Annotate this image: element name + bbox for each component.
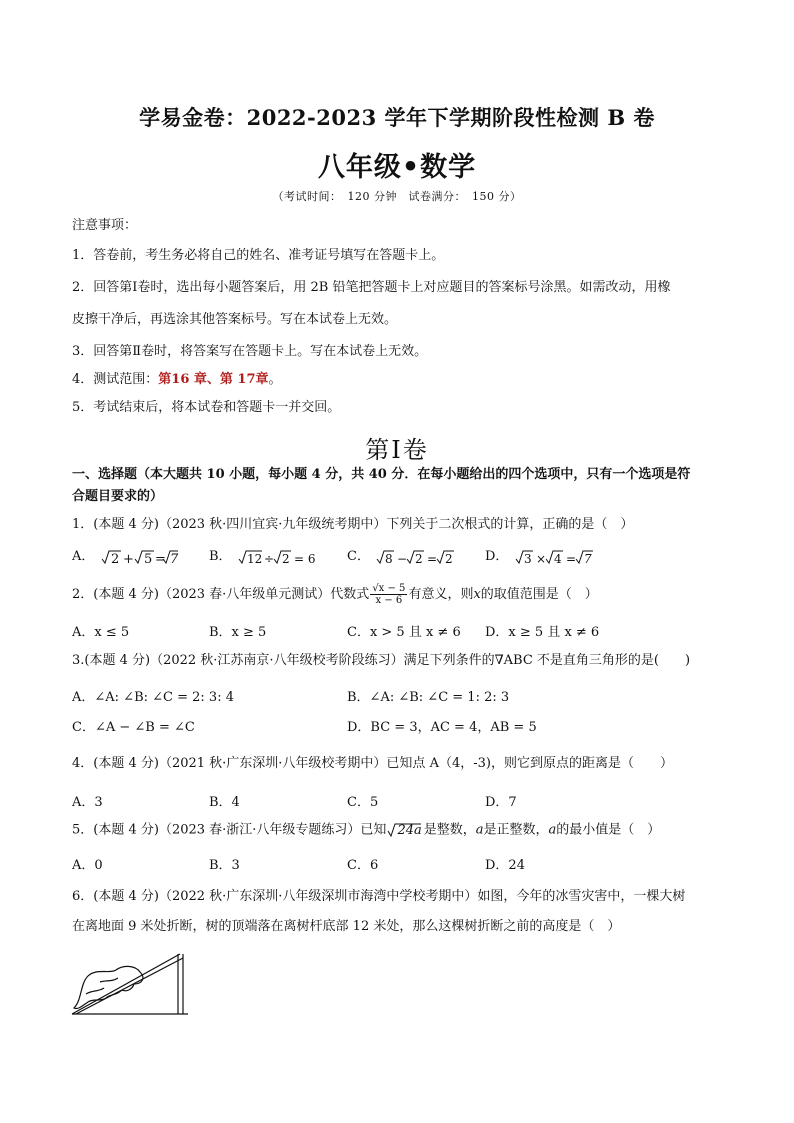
q5-option-b: B．3 [209, 858, 240, 873]
exam-info: （考试时间： 120 分钟 试卷满分： 150 分） [272, 190, 522, 203]
q4-option-d: D．7 [485, 795, 517, 810]
q2-stem [72, 583, 732, 606]
svg-text:2: 2 [281, 551, 290, 566]
section-title: 第Ⅰ卷 [365, 436, 429, 464]
q1-option-d-formula [513, 547, 595, 567]
q5-stem-post: 的最小值是（ ） [556, 822, 661, 838]
q6-stem-line2: 在离地面 9 米处折断，树的顶端落在离树杆底部 12 米处，那么这棵树折断之前的高度是（ ） [72, 919, 621, 934]
note-2: 2．回答第Ⅰ卷时，选出每小题答案后，用 2B 铅笔把答题卡上对应题目的答案标号涂黑。如需改动，用橡 [72, 280, 671, 295]
q2-stem-mid: 有意义，则 [408, 587, 474, 602]
q5-option-a: A．0 [72, 858, 103, 873]
q1-option-b-label: B． [209, 549, 232, 564]
svg-text:+: + [122, 551, 134, 567]
svg-text:3: 3 [523, 551, 532, 566]
note-4-suffix: 。 [268, 372, 282, 387]
q4-option-b: B．4 [209, 795, 240, 810]
q3-option-c: C．∠A − ∠B = ∠C [72, 720, 195, 735]
q4-option-c: C．5 [347, 795, 379, 810]
q5-stem-mid: 是整数， [423, 822, 476, 838]
svg-text:2: 2 [110, 551, 119, 567]
q2-option-c: C．x > 5 且 x ≠ 6 [347, 625, 461, 640]
q1-option-a-formula [99, 547, 179, 567]
section-instructions-1: 一、选择题（本大题共 10 小题，每小题 4 分，共 40 分．在每小题给出的四个选项中，只有一个选项是符 [72, 467, 691, 482]
q1-option-d-label: D． [485, 549, 509, 564]
svg-text:÷: ÷ [263, 551, 274, 566]
note-4 [72, 371, 732, 389]
svg-text:7: 7 [583, 551, 592, 566]
q5-variable-a: a [475, 822, 484, 838]
figure-fallen-trunk [72, 954, 180, 1014]
q2-option-d: D．x ≥ 5 且 x ≠ 6 [485, 625, 600, 640]
q3-stem: 3.(本题 4 分)（2022 秋·江苏南京·八年级校考阶段练习）满足下列条件的∇ABC 不是直角三角形的是( ) [72, 653, 691, 668]
q2-option-b: B．x ≥ 5 [209, 625, 267, 640]
svg-text:−: − [397, 551, 408, 566]
q1-option-d [485, 545, 595, 567]
q6-stem-line1: 6．(本题 4 分)（2022 秋·广东深圳·八年级深圳市海湾中学校考期中）如图，今年的冰雪灾害中，一棵大树 [72, 889, 686, 904]
section-instructions-2: 合题目要求的） [72, 489, 164, 504]
q2-stem-pre: 2．(本题 4 分)（2023 春·八年级单元测试）代数式 [72, 587, 370, 602]
q5-stem-pre: 5．(本题 4 分)（2023 春·浙江·八年级专题练习）已知 [72, 822, 387, 838]
q1-option-c-formula [374, 547, 454, 567]
q3-option-d: D．BC = 3，AC = 4，AB = 5 [347, 720, 537, 735]
svg-text:=: = [427, 551, 438, 566]
svg-text:5: 5 [143, 551, 152, 567]
svg-text:4: 4 [553, 551, 562, 566]
q5-option-c: C．6 [347, 858, 379, 873]
q2-fraction-numerator: √x − 5 [372, 583, 406, 594]
q1-option-c-label: C． [347, 549, 370, 564]
svg-text:7: 7 [169, 551, 178, 567]
q2-variable: x [473, 587, 481, 602]
note-4-range: 第16 章、第 17章 [158, 372, 269, 387]
svg-text:2: 2 [415, 551, 423, 566]
svg-text:2: 2 [445, 551, 453, 566]
q2-fraction-denominator: x − 6 [375, 595, 403, 606]
svg-text:= 6: = 6 [293, 551, 316, 566]
q1-option-b [209, 545, 316, 567]
q5-variable-a2: a [548, 822, 557, 838]
notes-heading: 注意事项： [72, 218, 138, 233]
note-5: 5．考试结束后，将本试卷和答题卡一并交回。 [72, 400, 341, 415]
svg-text:12: 12 [246, 551, 262, 566]
q2-stem-post: 的取值范围是（ ） [480, 587, 598, 602]
q5-stem-mid2: 是正整数， [483, 822, 549, 838]
svg-text:8: 8 [385, 551, 393, 566]
note-2-cont: 皮擦干净后，再选涂其他答案标号。写在本试卷上无效。 [72, 312, 398, 327]
q3-option-b: B．∠A: ∠B: ∠C = 1: 2: 3 [347, 690, 510, 705]
note-3: 3．回答第Ⅱ卷时，将答案写在答题卡上。写在本试卷上无效。 [72, 344, 428, 359]
broken-tree-figure [70, 950, 200, 1020]
q2-fraction [370, 583, 407, 606]
note-4-prefix: 4．测试范围： [72, 372, 159, 387]
note-1: 1．答卷前，考生务必将自己的姓名、准考证号填写在答题卡上。 [72, 248, 445, 263]
q4-option-a: A．3 [72, 795, 103, 810]
q1-option-b-formula [236, 547, 316, 567]
q1-stem: 1．(本题 4 分)（2023 秋·四川宜宾·九年级统考期中）下列关于二次根式的计算，正确的是（ ） [72, 517, 634, 532]
svg-text:=: = [154, 551, 166, 567]
q4-stem: 4．(本题 4 分)（2021 秋·广东深圳·八年级校考期中）已知点 A（4，-3)，则它到原点的距离是（ ） [72, 756, 673, 771]
q1-option-c [347, 545, 454, 567]
q5-radicand: 24a [397, 822, 422, 838]
q1-option-a [72, 545, 179, 567]
figure-tree-crown [74, 966, 143, 1008]
q2-option-a: A．x ≤ 5 [72, 625, 130, 640]
q5-option-d: D．24 [485, 858, 525, 873]
q1-option-a-label: A． [72, 549, 95, 564]
svg-text:×: × [535, 551, 546, 566]
subject-title: 八年级•数学 [317, 152, 477, 183]
exam-title: 学易金卷：2022-2023 学年下学期阶段性检测 B 卷 [139, 105, 655, 130]
q3-option-a: A．∠A: ∠B: ∠C = 2: 3: 4 [72, 690, 234, 705]
q5-stem [72, 821, 732, 840]
svg-text:=: = [565, 551, 576, 566]
